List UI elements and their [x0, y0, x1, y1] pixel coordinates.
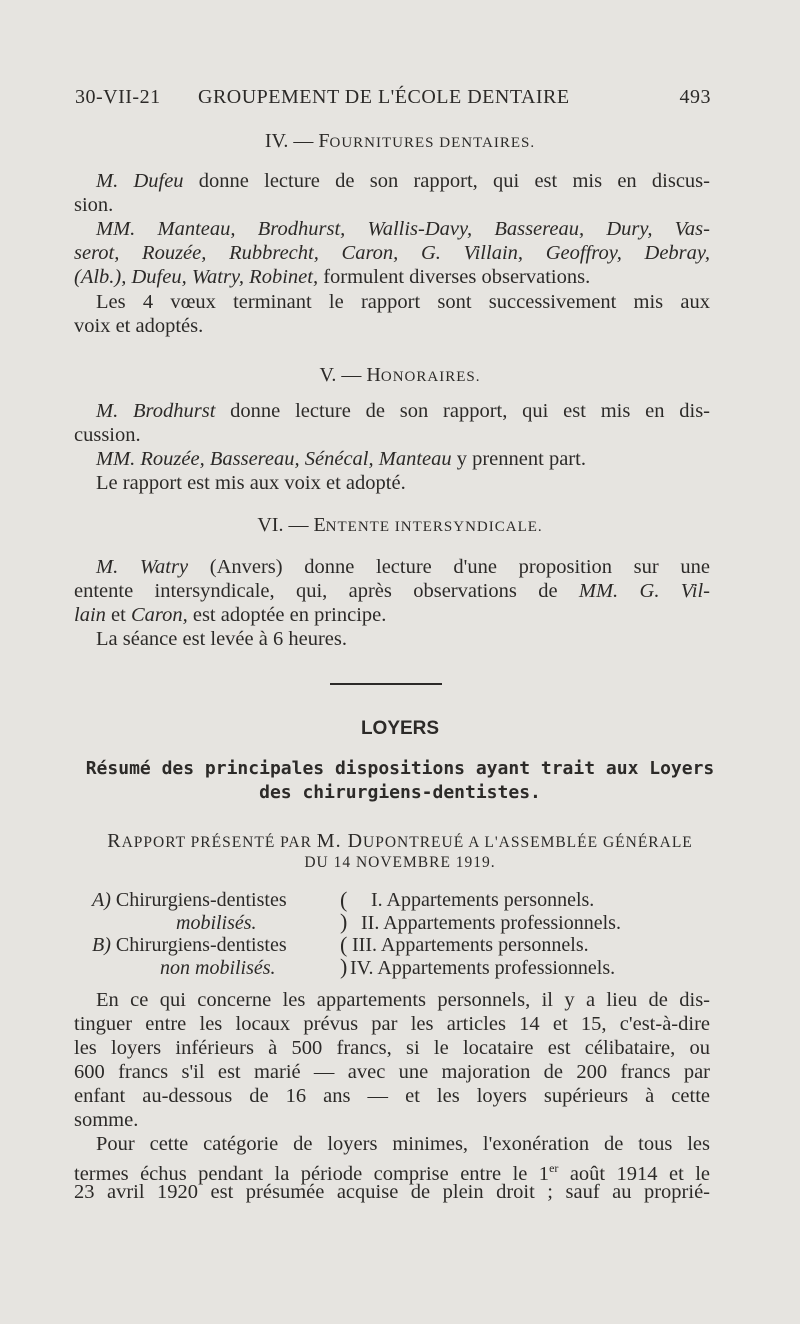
brace-b-top: ( — [340, 932, 348, 957]
text-line: M. Dufeu donne lecture de son rapport, qui est mis en discus- — [96, 170, 710, 192]
category-item: III. Appartements personnels. — [352, 934, 589, 956]
section-roman: VI. — — [257, 514, 309, 536]
section-title-initial: F — [318, 130, 330, 152]
category-item: II. Appartements professionnels. — [361, 912, 621, 934]
brace-b-bottom: ) — [340, 954, 348, 979]
text-line: enfant au-dessous de 16 ans — et les loyers supérieurs à cette — [74, 1085, 710, 1107]
header-title: GROUPEMENT DE L'ÉCOLE DENTAIRE — [198, 86, 570, 108]
category-item: I. Appartements personnels. — [371, 889, 595, 911]
text-line: En ce qui concerne les appartements personnels, il y a lieu de dis- — [96, 989, 710, 1011]
person-name: M. Dufeu — [96, 170, 184, 192]
section-heading-vi — [0, 514, 800, 537]
text-line: Les 4 vœux terminant le rapport sont successivement mis aux — [96, 291, 710, 313]
category-a-label: A) Chirurgiens-dentistes — [92, 889, 287, 911]
section-heading-v — [0, 364, 800, 387]
text-line: M. Brodhurst donne lecture de son rapport, qui est mis en dis- — [96, 400, 711, 422]
section-heading-iv — [0, 130, 800, 153]
section-title-rest: NTENTE INTERSYNDICALE. — [325, 519, 543, 535]
article-subtitle-line: des chirurgiens-dentistes. — [259, 782, 541, 803]
section-roman: IV. — — [264, 130, 314, 152]
category-b-label: B) Chirurgiens-dentistes — [92, 934, 287, 956]
text-line: tinguer entre les locaux prévus par les articles 14 et 15, c'est-à-dire — [74, 1013, 710, 1035]
report-byline: RAPPORT PRÉSENTÉ PAR M. DUPONTREUÉ A L'ASSEMBLÉE GÉNÉRALE — [107, 830, 693, 852]
text-line: lain et Caron, est adoptée en principe. — [74, 604, 387, 626]
brace-a-top: ( — [340, 887, 348, 912]
text-line: MM. Rouzée, Bassereau, Sénécal, Manteau y prennent part. — [96, 448, 586, 470]
brace-a-bottom: ) — [340, 909, 348, 934]
section-title-initial: H — [366, 364, 381, 386]
text-line: les loyers inférieurs à 500 francs, si le locataire est célibataire, ou — [74, 1037, 710, 1059]
text-line: M. Watry (Anvers) donne lecture d'une proposition sur une — [96, 556, 710, 578]
text-line: termes échus pendant la période comprise entre le 1er août 1914 et le — [74, 1161, 710, 1185]
category-b-qualifier: non mobilisés. — [160, 957, 276, 979]
section-divider — [330, 683, 442, 685]
person-name: M. Watry — [96, 556, 189, 578]
text-line: La séance est levée à 6 heures. — [96, 628, 347, 650]
text-line: Le rapport est mis aux voix et adopté. — [96, 472, 406, 494]
article-title: LOYERS — [360, 718, 440, 739]
text-line: sion. — [74, 194, 114, 216]
section-roman: V. — — [319, 364, 362, 386]
text-line: MM. Manteau, Brodhurst, Wallis-Davy, Bassereau, Dury, Vas- — [96, 218, 710, 240]
header-date: 30-VII-21 — [75, 86, 161, 108]
text-line: 23 avril 1920 est présumée acquise de plein droit ; sauf au proprié- — [74, 1181, 710, 1203]
text-line: somme. — [74, 1109, 139, 1131]
section-title-initial: E — [313, 514, 326, 536]
text-line: entente intersyndicale, qui, après observations de MM. G. Vil- — [74, 580, 710, 602]
text-line: Pour cette catégorie de loyers minimes, l'exonération de tous les — [96, 1133, 710, 1155]
section-title-rest: OURNITURES DENTAIRES. — [329, 135, 536, 151]
category-item: IV. Appartements professionnels. — [350, 957, 616, 979]
report-date: DU 14 NOVEMBRE 1919. — [304, 854, 496, 871]
section-title-rest: ONORAIRES. — [380, 369, 481, 385]
text-line: voix et adoptés. — [74, 315, 204, 337]
text-line: (Alb.), Dufeu, Watry, Robinet, formulent diverses observations. — [74, 266, 591, 288]
text-line: cussion. — [74, 424, 141, 446]
page-number: 493 — [679, 86, 711, 108]
text-line: serot, Rouzée, Rubbrecht, Caron, G. Villain, Geoffroy, Debray, — [74, 242, 710, 264]
person-name: M. Brodhurst — [96, 400, 216, 422]
text-line: 600 francs s'il est marié — avec une majoration de 200 francs par — [74, 1061, 710, 1083]
article-subtitle-line: Résumé des principales dispositions ayant trait aux Loyers — [85, 758, 715, 779]
category-a-qualifier: mobilisés. — [176, 912, 257, 934]
